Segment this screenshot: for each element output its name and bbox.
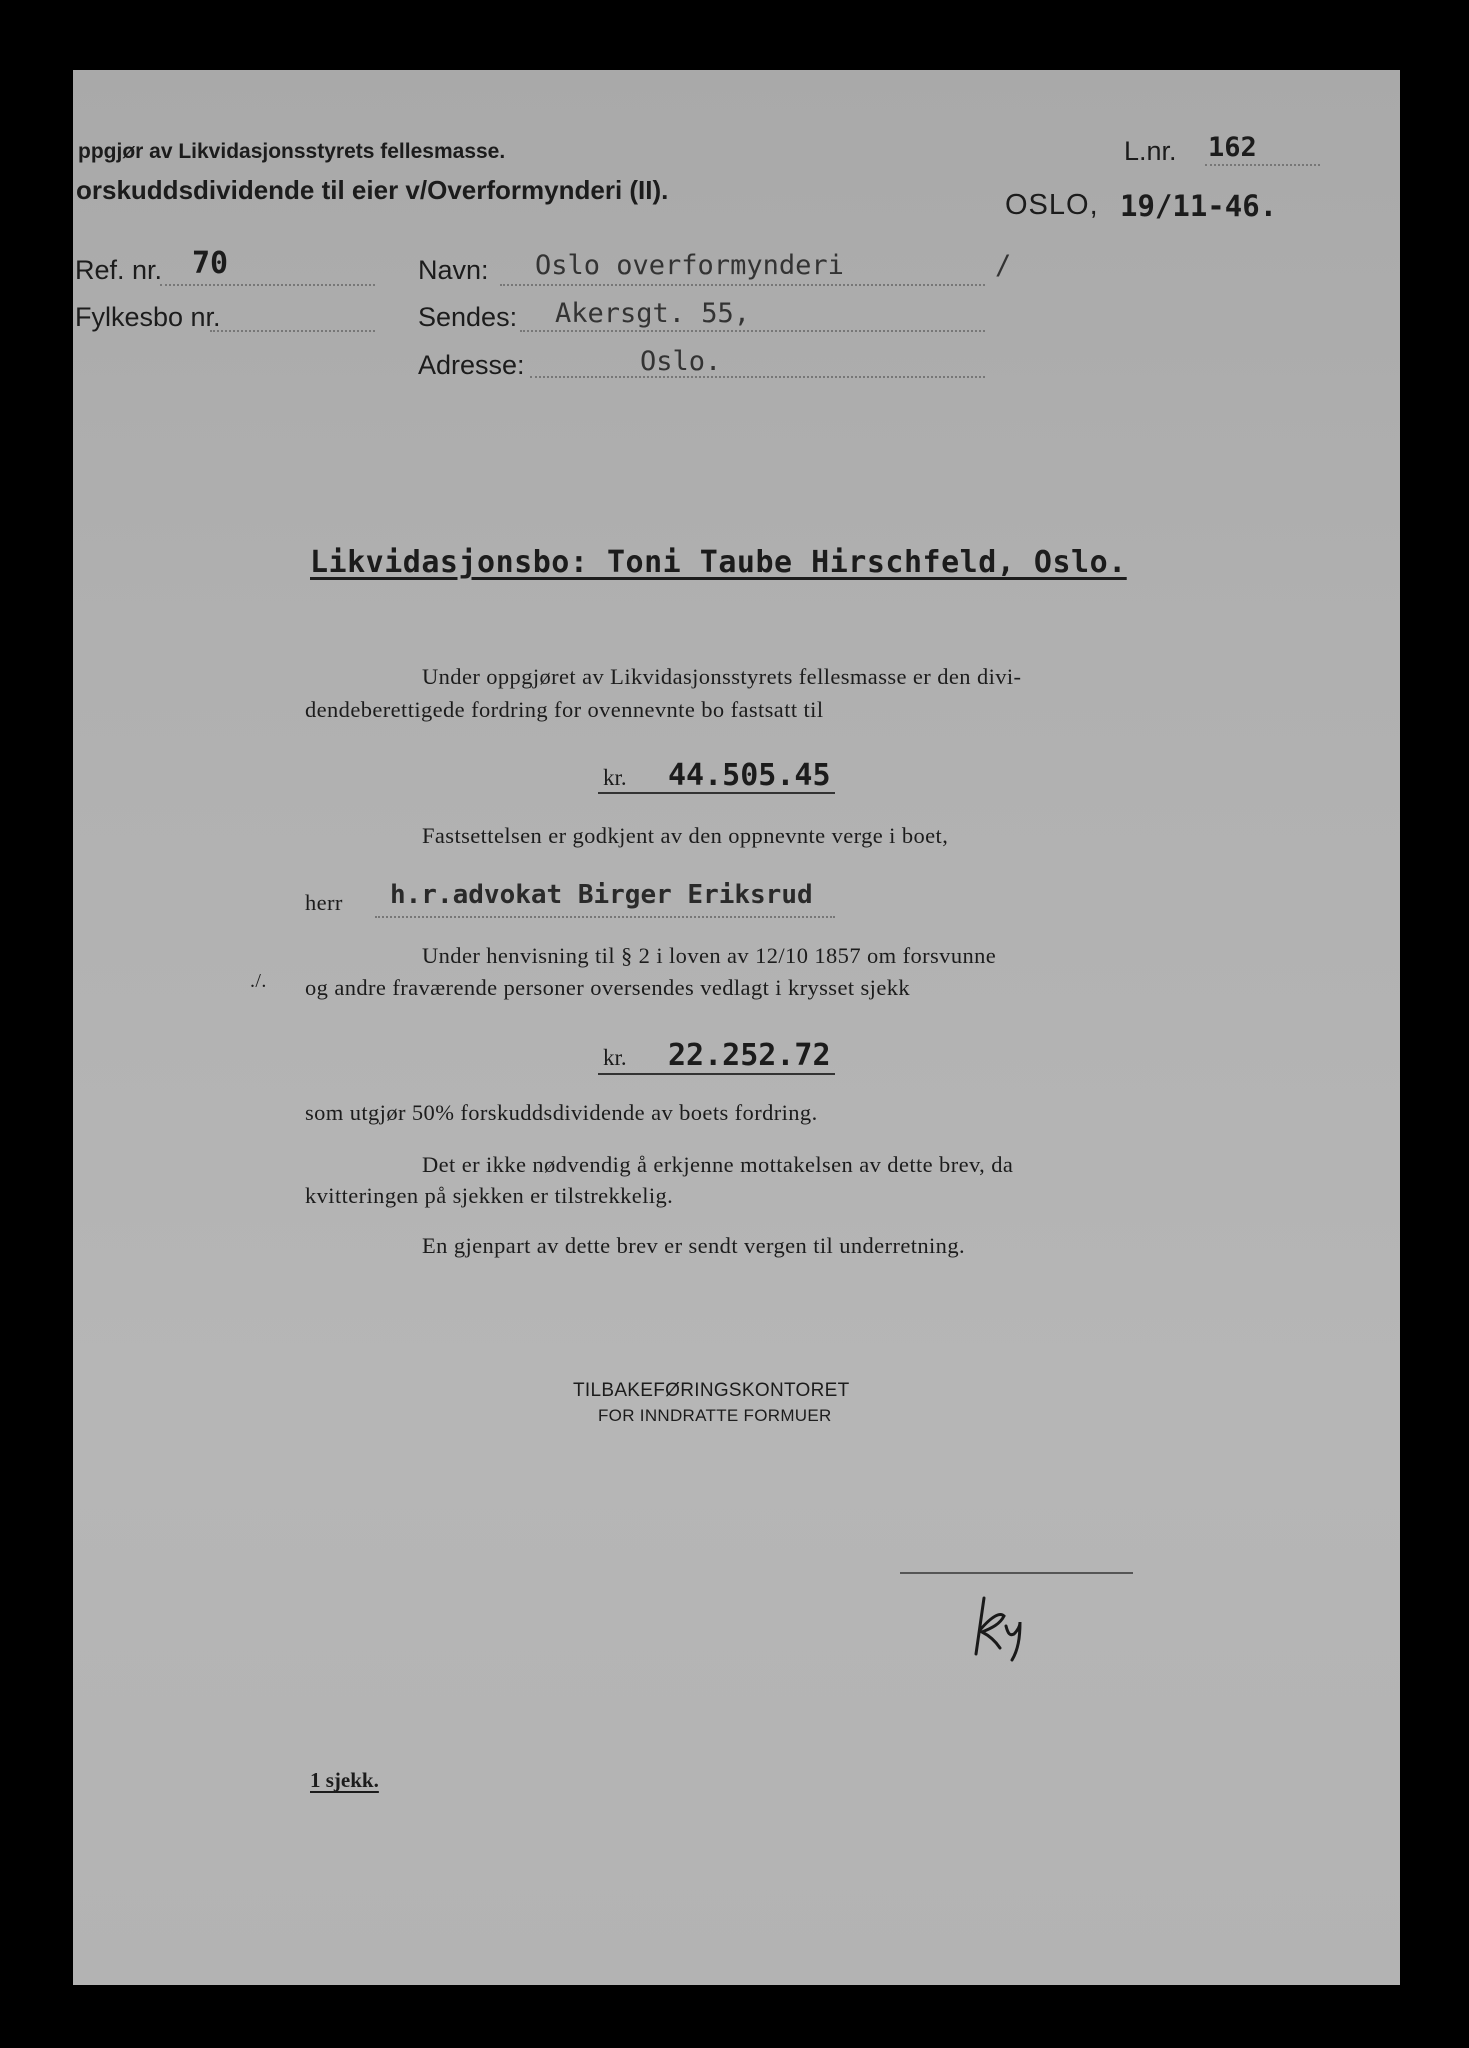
guardian-dotted-line (375, 916, 835, 918)
amount2-prefix: kr. (603, 1045, 627, 1070)
header-line-2: orskuddsdividende til eier v/Overformynderi (II). (76, 175, 669, 205)
navn-mark: / (995, 250, 1012, 281)
sendes-label: Sendes: (418, 302, 518, 332)
para5-line1: Det er ikke nødvendig å erkjenne mottakelsen av dette brev, da (422, 1152, 1014, 1177)
para4: som utgjør 50% forskuddsdividende av boets fordring. (305, 1100, 818, 1125)
navn-dotted-line (500, 284, 985, 286)
amount2-underline (598, 1073, 835, 1075)
para5-line2: kvitteringen på sjekken er tilstrekkelig. (305, 1183, 674, 1208)
fylkesbo-label: Fylkesbo nr. (75, 302, 221, 332)
document-page (73, 70, 1400, 1985)
navn-label: Navn: (418, 255, 489, 285)
office-name-line2: FOR INNDRATTE FORMUER (598, 1406, 832, 1425)
adresse-dotted-line (530, 376, 985, 378)
guardian-name: h.r.advokat Birger Eriksrud (390, 880, 813, 910)
sendes-dotted-line (520, 330, 985, 332)
amount1-underline (598, 792, 835, 794)
handwritten-signature (970, 1590, 1040, 1670)
para3-line1: Under henvisning til § 2 i loven av 12/10 1857 om forsvunne (422, 943, 997, 968)
adresse-label: Adresse: (418, 350, 525, 380)
enclosure-note: 1 sjekk. (310, 1768, 379, 1792)
office-name-line1: TILBAKEFØRINGSKONTORET (573, 1380, 850, 1401)
estate-title: Likvidasjonsbo: Toni Taube Hirschfeld, Oslo. (310, 545, 1127, 580)
lnr-dotted-line (1205, 164, 1320, 166)
para1-line1: Under oppgjøret av Likvidasjonsstyrets fellesmasse er den divi- (422, 664, 1022, 689)
sendes-value: Akersgt. 55, (555, 298, 751, 329)
assessed-amount: 44.505.45 (668, 758, 831, 793)
header-line-1: ppgjør av Likvidasjonsstyrets fellesmasse. (78, 140, 506, 163)
cheque-amount: 22.252.72 (668, 1038, 831, 1073)
adresse-value: Oslo. (640, 346, 722, 377)
place-label: OSLO, (1005, 189, 1099, 221)
signature-line (900, 1572, 1133, 1574)
fylkesbo-dotted-line (210, 330, 375, 332)
lnr-value: 162 (1208, 132, 1257, 163)
para1-line2: dendeberettigede fordring for ovennevnte bo fastsatt til (305, 697, 824, 722)
amount1-prefix: kr. (603, 765, 627, 790)
ref-value: 70 (192, 246, 229, 281)
para6: En gjenpart av dette brev er sendt vergen til underretning. (422, 1233, 966, 1258)
ref-dotted-line (160, 284, 375, 286)
ref-label: Ref. nr. (75, 255, 163, 285)
para2: Fastsettelsen er godkjent av den oppnevnte verge i boet, (422, 823, 949, 848)
letter-date: 19/11-46. (1120, 189, 1278, 223)
lnr-label: L.nr. (1124, 136, 1177, 166)
margin-mark: ./. (250, 970, 267, 992)
navn-value: Oslo overformynderi (535, 250, 844, 281)
herr-label: herr (305, 890, 343, 915)
para3-line2: og andre fraværende personer oversendes vedlagt i krysset sjekk (305, 975, 911, 1000)
